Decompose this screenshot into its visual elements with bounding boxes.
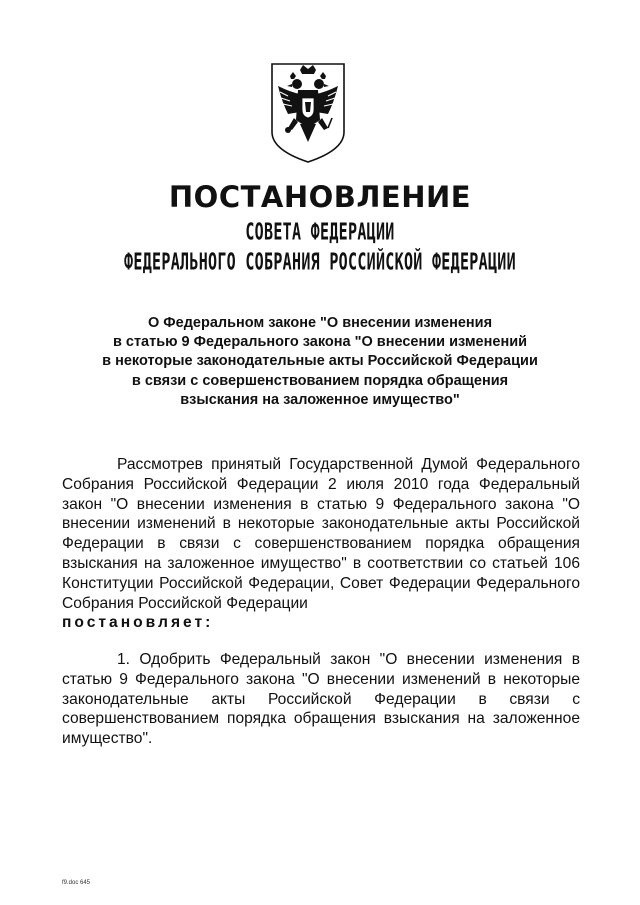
preamble-paragraph (62, 455, 580, 633)
issuer-line-1: СОВЕТА ФЕДЕРАЦИИ (245, 218, 395, 246)
decree-word: постановляет: (62, 614, 214, 632)
subject-line: взыскания на заложенное имущество" (180, 391, 460, 408)
resolution-item-1 (62, 650, 580, 749)
issuer-line-2: ФЕДЕРАЛЬНОГО СОБРАНИЯ РОССИЙСКОЙ ФЕДЕРАЦИИ (124, 248, 516, 276)
preamble-text: Рассмотрев принятый Государственной Думой Федерального Собрания Российской Федерации 2 июля 2010 года Федеральный закон "О внесении изменения в статью 9 Федерального закона "О внесении изменений в некоторые законодательные акты Российской Федерации в связи с совершенствованием порядка обращения взыскания на заложенное имущество" в соответствии со статьей 106 Конституции Российской Федерации, Совет Федерации Федерального Собрания Российской Федерации (62, 456, 580, 612)
subject-line: в связи с совершенствованием порядка обращения (131, 372, 509, 389)
document-title: ПОСТАНОВЛЕНИЕ (168, 180, 472, 214)
document-subject (0, 314, 640, 410)
subject-line: О Федеральном законе "О внесении изменения (147, 315, 493, 331)
subject-line: в некоторые законодательные акты Российской Федерации (102, 353, 538, 370)
document-code: f9.doc 645 (62, 880, 91, 886)
subject-line: в статью 9 Федерального закона "О внесении изменений (112, 334, 528, 351)
russian-coat-of-arms-icon (270, 62, 346, 164)
resolution-text: 1. Одобрить Федеральный закон "О внесении изменения в статью 9 Федерального закона "О внесении изменений в некоторые законодательные акты Российской Федерации в связи с совершенствованием порядка обращения взыскания на заложенное имущество". (62, 651, 580, 748)
